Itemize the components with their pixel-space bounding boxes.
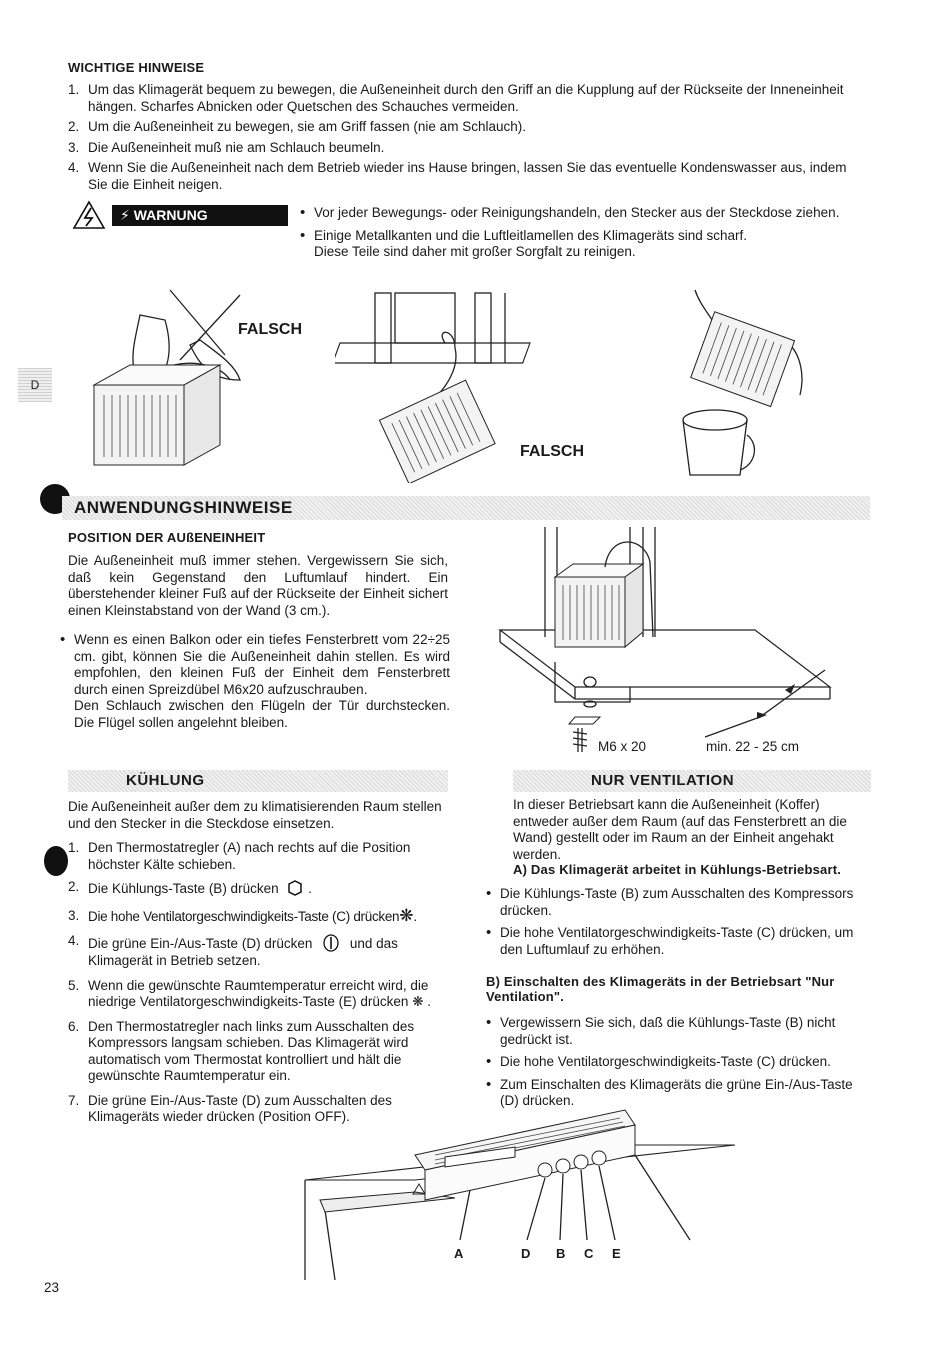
illustration-hang-window-wrong [335, 288, 535, 483]
position-title: POSITION DER AUßENEINHEIT [68, 530, 266, 545]
position-bullets [58, 632, 450, 731]
list-item: • Einige Metallkanten und die Luftleitlamellen des Klimageräts sind scharf. Diese Teile sind daher mit großer Sorgfalt zu reinigen. [298, 228, 774, 261]
list-item: 3. Die Außeneinheit muß nie am Schlauch beumeln. [68, 139, 385, 155]
fan-low-icon: ❋ [412, 994, 424, 1009]
fan-high-icon: ❋ [399, 905, 414, 925]
section-marker-dot [44, 846, 68, 876]
illustration-drain-bucket [670, 285, 820, 485]
warning-badge: ⚡ WARNUNG [112, 205, 288, 226]
warning-list [298, 205, 878, 267]
snowflake-icon [286, 879, 304, 897]
list-item: • Vergewissern Sie sich, daß die Kühlungs-Taste (B) nicht gedrückt ist. [484, 1015, 872, 1048]
bolt-label: M6 x 20 [598, 739, 647, 754]
cooling-steps [68, 840, 448, 1130]
list-item: 5. Wenn die gewünschte Raumtemperatur erreicht wird, die niedrige Ventilatorgeschwindigkeits-Taste (E) drücken ❋ . [68, 977, 432, 1009]
side-tab: D [18, 368, 52, 402]
panel-label-c: C [584, 1246, 594, 1261]
falsch-label-1: FALSCH [238, 321, 302, 338]
power-button-icon [322, 933, 340, 953]
list-item: • Wenn es einen Balkon oder ein tiefes Fensterbrett vom 22÷25 cm. gibt, können Sie die Außeneinheit dahin stellen. Es wird empfohlen, den kleinen Fuß der Einheit dem Fensterbrett durch einen Spreizdübel M6x20 aufzuschrauben. Den Schlauch zwischen den Flügeln der Tür durchstecken. Die Flügel sollen angelehnt bleiben. [58, 632, 450, 731]
list-item: • Die hohe Ventilatorgeschwindigkeits-Taste (C) drücken. [484, 1054, 872, 1071]
panel-label-b: B [556, 1246, 566, 1261]
cooling-section-title: KÜHLUNG [68, 770, 448, 792]
panel-label-e: E [612, 1246, 621, 1261]
ventilation-section-title: NUR VENTILATION [513, 770, 871, 792]
ventilation-a-title: A) Das Klimagerät arbeitet in Kühlungs-Betriebsart. [513, 862, 842, 877]
illustration-carry-wrong [80, 285, 310, 480]
ventilation-a-list [484, 886, 872, 964]
warning-triangle-icon [72, 200, 106, 230]
list-item: 7. Die grüne Ein-/Aus-Taste (D) zum Ausschalten des Klimageräts wieder drücken (Position OFF). [68, 1092, 392, 1124]
ventilation-b-title: B) Einschalten des Klimageräts in der Betriebsart "Nur Ventilation". [486, 974, 835, 1004]
illustration-window-sill [495, 522, 840, 757]
list-item: 3. Die hohe Ventilatorgeschwindigkeits-Taste (C) drücken❋. [68, 905, 418, 925]
list-item: • Zum Einschalten des Klimageräts die grüne Ein-/Aus-Taste (D) drücken. [484, 1077, 860, 1110]
important-list [68, 82, 868, 197]
important-title: WICHTIGE HINWEISE [68, 60, 205, 75]
distance-label: min. 22 - 25 cm [706, 739, 800, 754]
list-item: 2. Um die Außeneinheit zu bewegen, sie am Griff fassen (nie am Schlauch). [68, 119, 526, 134]
illustration-control-panel [295, 1100, 735, 1285]
list-item: • Die Kühlungs-Taste (B) zum Ausschalten des Kompressors drücken. [484, 886, 872, 919]
list-item: • Die hohe Ventilatorgeschwindigkeits-Taste (C) drücken, um den Luftumlauf zu erhöhen. [484, 925, 872, 958]
falsch-label-2: FALSCH [520, 443, 584, 460]
list-item: • Vor jeder Bewegungs- oder Reinigungshandeln, den Stecker aus der Steckdose ziehen. [298, 205, 878, 222]
page-number: 23 [44, 1280, 60, 1295]
ventilation-intro: In dieser Betriebsart kann die Außeneinheit (Koffer) entweder außer dem Raum (auf das Fensterbrett an die Wand) gestellt oder im Raum an der Einheit angehakt werden. [513, 797, 847, 862]
position-text: Die Außeneinheit muß immer stehen. Vergewissern Sie sich, daß kein Gegenstand den Luftumlauf hindert. Ein überstehender kleiner Fuß auf der Rückseite der Einheit sichert einen Kleinstabstand von der Wand (3 cm.). [68, 553, 448, 618]
cooling-intro: Die Außeneinheit außer dem zu klimatisierenden Raum stellen und den Stecker in die Steckdose einsetzen. [68, 799, 442, 831]
list-item: 4. Wenn Sie die Außeneinheit nach dem Betrieb wieder ins Hause bringen, lassen Sie das eventuelle Kondenswasser aus, indem Sie die Einheit neigen. [68, 160, 847, 192]
panel-label-a: A [454, 1246, 464, 1261]
lightning-icon: ⚡ [120, 207, 130, 223]
list-item: 1. Um das Klimagerät bequem zu bewegen, die Außeneinheit durch den Griff an die Kupplung auf der Rückseite der Inneneinheit hängen. Scharfes Abnicken oder Quetschen des Schauches vermeiden. [68, 82, 844, 114]
panel-label-d: D [521, 1246, 531, 1261]
list-item: 1. Den Thermostatregler (A) nach rechts auf die Position höchster Kälte schieben. [68, 840, 411, 872]
usage-section-title: ANWENDUNGSHINWEISE [62, 496, 870, 520]
list-item: 2. Die Kühlungs-Taste (B) drücken . [68, 879, 312, 896]
list-item: 4. Die grüne Ein-/Aus-Taste (D) drücken und das Klimagerät in Betrieb setzen. [68, 933, 398, 968]
list-item: 6. Den Thermostatregler nach links zum Ausschalten des Kompressors langsam schieben. Das Klimagerät wird automatisch vom Thermostat kontrolliert und hält die gewünschte Raumtemperatur ein. [68, 1018, 415, 1083]
